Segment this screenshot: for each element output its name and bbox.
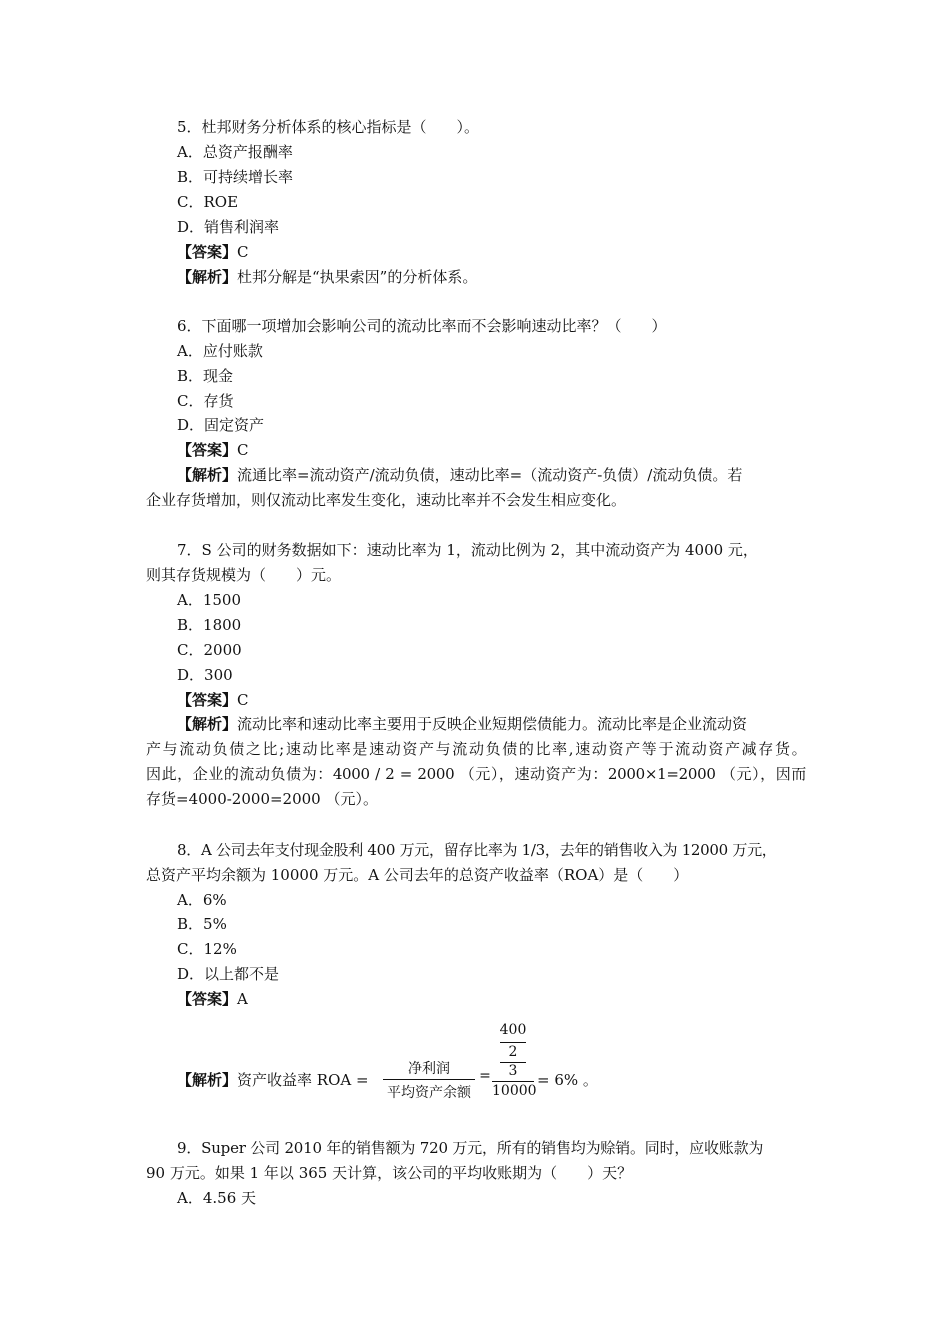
q5-analysis [177, 267, 477, 287]
q7-option-a: A．1500 [177, 591, 242, 609]
answer-tag: 【答案】 [177, 691, 238, 709]
q9-option-a: A．4.56 天 [177, 1189, 256, 1207]
q5-answer [177, 242, 249, 262]
q8-option-a: A．6% [177, 891, 227, 909]
q6-stem: 6．下面哪一项增加会影响公司的流动比率而不会影响速动比率？（ ） [177, 317, 667, 335]
q8-answer [177, 989, 248, 1009]
analysis-tag: 【解析】 [177, 715, 238, 733]
q9-stem-line1: 9．Super 公司 2010 年的销售额为 720 万元，所有的销售均为赊销。同时，应收账款为 [177, 1139, 764, 1157]
q6-answer [177, 440, 249, 460]
q5-option-d: D．销售利润率 [177, 218, 280, 236]
q6-option-d: D．固定资产 [177, 416, 265, 434]
formula-equals: = [479, 1068, 491, 1084]
q9-stem-line2: 90 万元。如果 1 年以 365 天计算，该公司的平均收账期为（ ）天？ [146, 1164, 633, 1182]
answer-value: C [237, 441, 249, 459]
q7-analysis-line1 [177, 714, 747, 734]
analysis-tag: 【解析】 [177, 466, 238, 484]
analysis-tag: 【解析】 [177, 1071, 238, 1089]
q6-option-b: B．现金 [177, 367, 234, 385]
q8-analysis-lead [177, 1070, 369, 1090]
answer-tag: 【答案】 [177, 243, 238, 261]
analysis-tag: 【解析】 [177, 268, 238, 286]
q5-option-b: B．可持续增长率 [177, 168, 294, 186]
q6-analysis-line1 [177, 465, 742, 485]
answer-tag: 【答案】 [177, 441, 238, 459]
formula-inner-bar-1 [500, 1042, 526, 1043]
formula-mid: 2 [508, 1044, 518, 1060]
q8-stem-line2: 总资产平均余额为 10000 万元。A 公司去年的总资产收益率（ROA）是（ ） [146, 866, 689, 884]
formula-denominator: 平均资产余额 [387, 1085, 471, 1101]
answer-value: C [237, 243, 249, 261]
q7-option-b: B．1800 [177, 616, 242, 634]
q7-option-d: D．300 [177, 666, 233, 684]
q8-stem-line1: 8．A 公司去年支付现金股利 400 万元，留存比率为 1/3，去年的销售收入为 12000 万元， [177, 841, 777, 859]
formula-main-bar [492, 1081, 534, 1082]
q8-option-d: D．以上都不是 [177, 965, 280, 983]
answer-value: A [237, 990, 248, 1008]
q5-option-c: C．ROE [177, 193, 239, 211]
formula-lhs: 资产收益率 ROA = [237, 1071, 369, 1089]
answer-tag: 【答案】 [177, 990, 238, 1008]
q7-answer [177, 690, 249, 710]
q7-analysis-line2: 产与流动负债之比;速动比率是速动资产与流动负债的比率,速动资产等于流动资产减存货。 [146, 740, 806, 758]
q7-stem-line2: 则其存货规模为（ ）元。 [146, 566, 342, 584]
q7-analysis-line3: 因此，企业的流动负债为：4000 / 2 = 2000 （元），速动资产为：2000×1=2000 （元），因而 [146, 765, 806, 783]
q5-option-a: A．总资产报酬率 [177, 143, 293, 161]
q5-stem: 5．杜邦财务分析体系的核心指标是（ ）。 [177, 118, 480, 136]
answer-value: C [237, 691, 249, 709]
formula-result: = 6% 。 [537, 1071, 598, 1089]
q8-option-c: C．12% [177, 940, 237, 958]
formula-sub: 3 [508, 1063, 518, 1079]
q7-analysis-line4: 存货=4000-2000=2000 （元）。 [146, 790, 378, 808]
formula-numerator: 净利润 [408, 1061, 450, 1077]
analysis-text: 杜邦分解是“执果索因”的分析体系。 [237, 268, 478, 286]
q6-analysis-line2: 企业存货增加，则仅流动比率发生变化，速动比率并不会发生相应变化。 [146, 491, 627, 509]
q6-option-a: A．应付账款 [177, 342, 263, 360]
formula-fraction-bar [383, 1079, 475, 1080]
q7-option-c: C．2000 [177, 641, 242, 659]
q7-stem-line1: 7．S 公司的财务数据如下：速动比率为 1，流动比例为 2，其中流动资产为 4000 元， [177, 541, 758, 559]
analysis-text: 流通比率=流动资产/流动负债，速动比率=（流动资产-负债）/流动负债。若 [237, 466, 743, 484]
analysis-text: 流动比率和速动比率主要用于反映企业短期偿债能力。流动比率是企业流动资 [237, 715, 748, 733]
q6-option-c: C．存货 [177, 392, 234, 410]
q8-option-b: B．5% [177, 915, 227, 933]
formula-top: 400 [499, 1022, 527, 1038]
formula-bottom: 10000 [492, 1083, 537, 1099]
